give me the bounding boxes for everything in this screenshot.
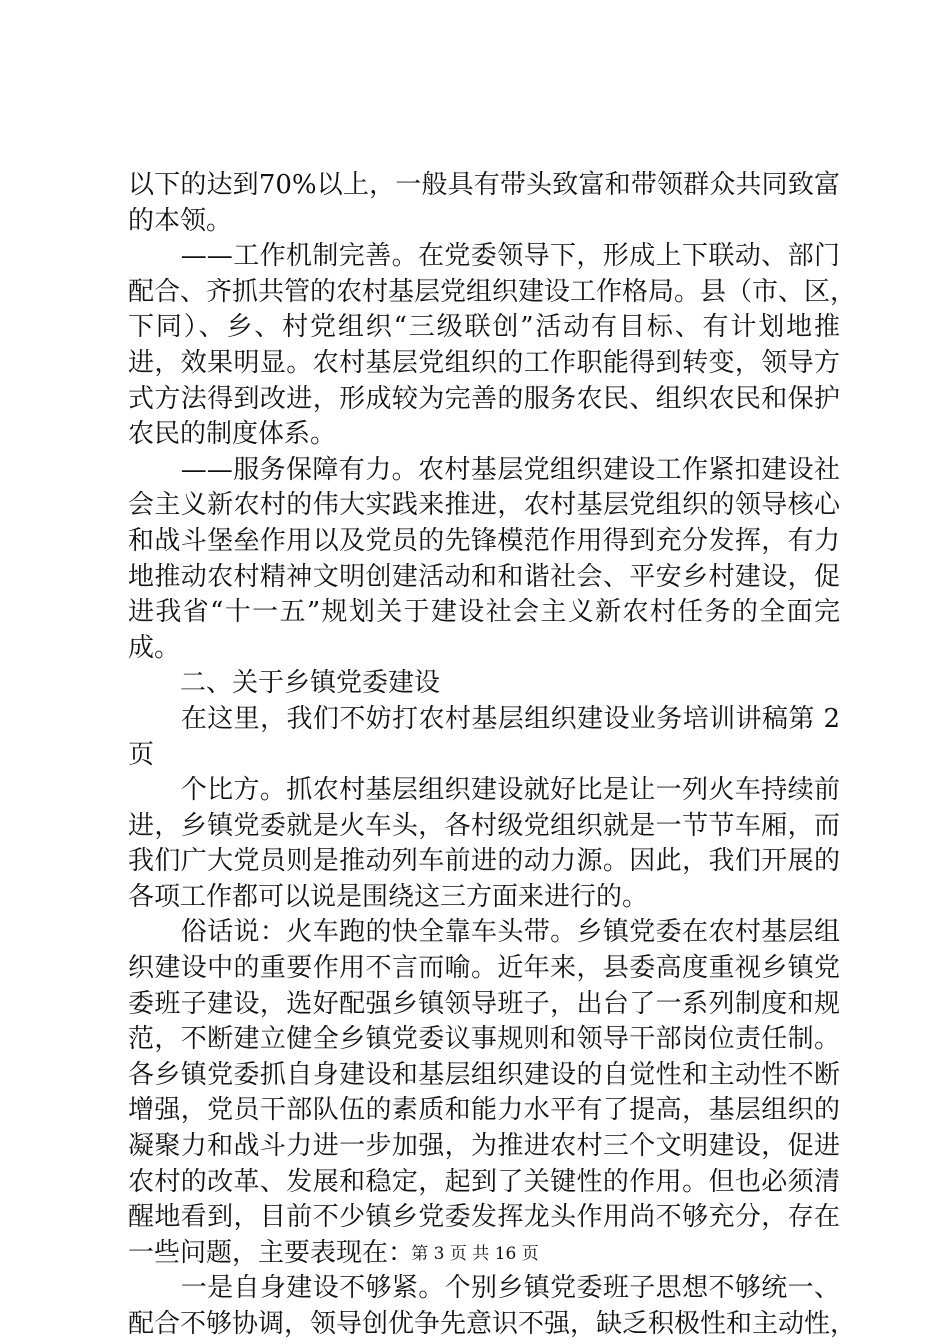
text-line: 各项工作都可以说是围绕这三方面来进行的。 [128,881,649,912]
text-line: 我们广大党员则是推动列车前进的动力源。因此，我们开展的 [128,846,840,877]
text-line: ——工作机制完善。在党委领导下，形成上下联动、部门 [128,241,840,272]
text-line: 俗话说：火车跑的快全靠车头带。乡镇党委在农村基层组 [128,917,840,948]
text-line: 进，乡镇党委就是火车头，各村级党组织就是一节节车厢，而 [128,810,840,841]
text-line: 委班子建设，选好配强乡镇领导班子，出台了一系列制度和规 [128,988,840,1019]
text-line: 农村的改革、发展和稳定，起到了关键性的作用。但也必须清 [128,1166,840,1197]
text-line: 成。 [128,632,181,663]
text-line: 会主义新农村的伟大实践来推进，农村基层党组织的领导核心 [128,490,840,521]
text-line: 凝聚力和战斗力进一步加强，为推进农村三个文明建设，促进 [128,1131,840,1162]
text-line: 进我省“十一五”规划关于建设社会主义新农村任务的全面完 [128,597,840,628]
text-line: 醒地看到，目前不少镇乡党委发挥龙头作用尚不够充分，存在 [128,1202,840,1233]
text-line: 一些问题，主要表现在： [128,1237,415,1268]
text-line: 和战斗堡垒作用以及党员的先锋模范作用得到充分发挥，有力 [128,525,840,556]
text-line: 配合不够协调，领导创优争先意识不强，缺乏积极性和主动性， [128,1309,857,1339]
text-line: 地推动农村精神文明创建活动和和谐社会、平安乡村建设，促 [128,561,840,592]
text-line: ——服务保障有力。农村基层党组织建设工作紧扣建设社 [128,454,840,485]
text-line: 一是自身建设不够紧。个别乡镇党委班子思想不够统一、 [128,1273,840,1304]
text-line: 以下的达到70%以上，一般具有带头致富和带领群众共同致富 [128,170,840,200]
text-line: 织建设中的重要作用不言而喻。近年来，县委高度重视乡镇党 [128,953,840,984]
text-line: 农民的制度体系。 [128,419,337,450]
text-line: 增强，党员干部队伍的素质和能力水平有了提高，基层组织的 [128,1095,840,1126]
text-line: 范，不断建立健全乡镇党委议事规则和领导干部岗位责任制。 [128,1024,840,1055]
text-line: 页 [128,739,155,770]
text-line: 各乡镇党委抓自身建设和基层组织建设的自觉性和主动性不断 [128,1059,840,1090]
document-body [128,168,857,1343]
text-line: 的本领。 [128,205,233,236]
text-line: 进，效果明显。农村基层党组织的工作职能得到转变，领导方 [128,347,840,378]
text-line: 下同）、乡、村党组织“三级联创”活动有目标、有计划地推 [128,312,840,343]
text-line: 在这里，我们不妨打农村基层组织建设业务培训讲稿第 2 [128,703,840,734]
section-heading: 二、关于乡镇党委建设 [128,668,441,699]
text-line: 式方法得到改进，形成较为完善的服务农民、组织农民和保护 [128,383,840,414]
text-line: 配合、齐抓共管的农村基层党组织建设工作格局。县（市、区， [128,276,857,307]
page-footer: 第 3 页 共 16 页 [411,1244,539,1264]
text-line: 个比方。抓农村基层组织建设就好比是让一列火车持续前 [128,775,840,806]
